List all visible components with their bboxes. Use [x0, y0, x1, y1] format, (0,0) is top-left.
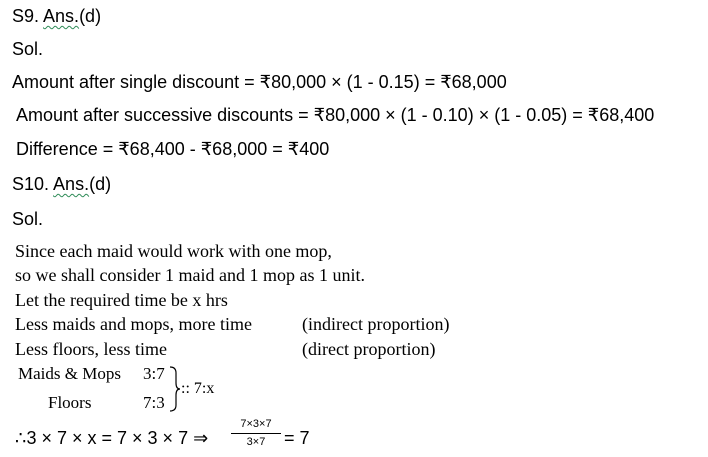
s10-answer-choice: (d): [89, 174, 112, 194]
s9-sol-label: Sol.: [12, 39, 44, 59]
s10-ans-label: Ans.: [53, 174, 90, 194]
right-curly-brace-icon: [166, 364, 182, 414]
ratio-result: :: 7:x: [181, 380, 215, 397]
fraction-numerator: 7×3×7: [231, 418, 281, 434]
s10-answer-heading: [12, 173, 111, 195]
direct-proportion-note: (direct proportion): [302, 339, 436, 359]
s9-ans-label: Ans.: [43, 6, 80, 26]
maids-mops-ratio: 3:7: [143, 364, 165, 383]
s10-floors-relation: Less floors, less time: [15, 339, 167, 359]
floors-ratio: 7:3: [143, 393, 165, 412]
final-equation-lhs: ∴3 × 7 × x = 7 × 3 × 7 ⇒: [15, 428, 209, 448]
s10-sol-label: Sol.: [12, 209, 44, 229]
maids-mops-label: Maids & Mops: [18, 364, 121, 383]
indirect-proportion-note: (indirect proportion): [302, 314, 450, 334]
s10-unit-line-1: Since each maid would work with one mop,: [15, 241, 332, 261]
final-fraction: [231, 418, 281, 449]
floors-label: Floors: [48, 393, 92, 412]
s9-single-discount-line: Amount after single discount = ₹80,000 × (1 - 0.15) = ₹68,000: [12, 72, 507, 92]
s9-answer-heading: [12, 5, 101, 27]
s9-answer-choice: (d): [79, 6, 102, 26]
s9-successive-discounts-line: Amount after successive discounts = ₹80,000 × (1 - 0.10) × (1 - 0.05) = ₹68,400: [16, 105, 655, 125]
s10-maids-mops-relation: Less maids and mops, more time: [15, 314, 252, 334]
s9-difference-line: Difference = ₹68,400 - ₹68,000 = ₹400: [16, 139, 330, 159]
s10-required-time-line: Let the required time be x hrs: [15, 290, 228, 310]
s10-label: S10.: [12, 174, 54, 194]
final-equation-rhs: = 7: [284, 428, 310, 448]
s9-label: S9.: [12, 6, 44, 26]
fraction-denominator: 3×7: [246, 436, 266, 448]
s10-unit-line-2: so we shall consider 1 maid and 1 mop as 1 unit.: [15, 265, 365, 285]
